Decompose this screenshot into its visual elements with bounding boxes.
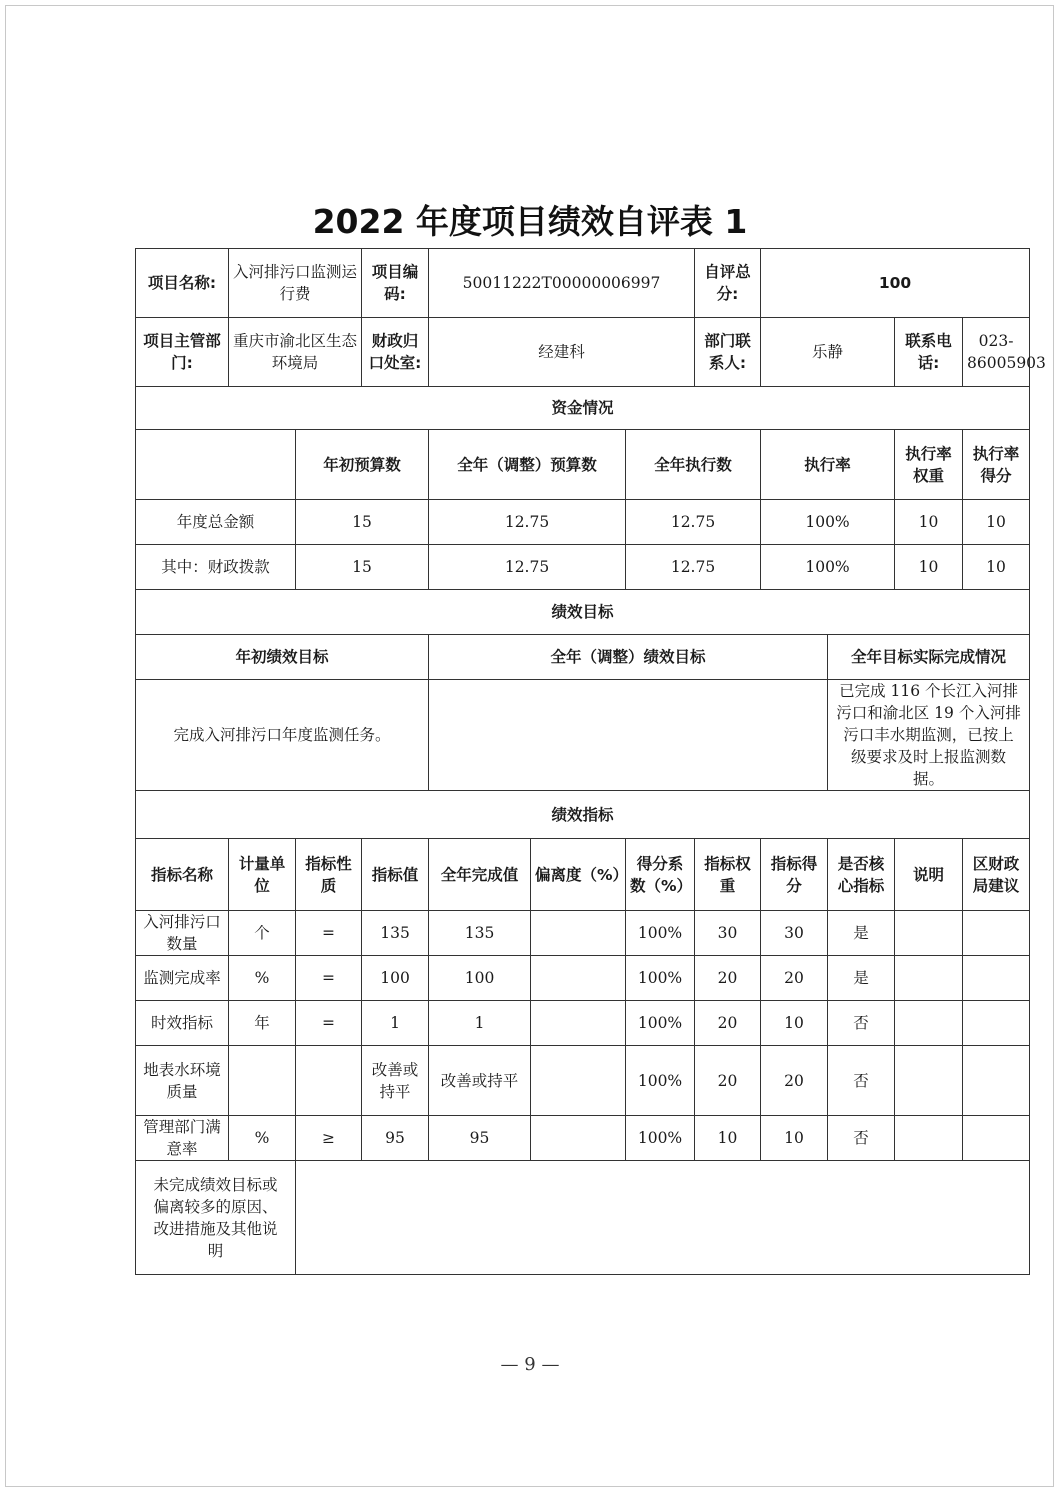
indicator-cell: 20	[695, 1001, 761, 1046]
funds-cell: 100%	[761, 545, 895, 590]
indicator-cell: 管理部门满意率	[136, 1116, 229, 1161]
indicator-header: 指标名称	[136, 839, 229, 911]
indicator-header: 指标性质	[296, 839, 362, 911]
funds-cell: 12.75	[429, 500, 626, 545]
page-number: — 9 —	[500, 1354, 560, 1375]
table-row	[136, 545, 1030, 590]
indicator-header: 全年完成值	[429, 839, 531, 911]
indicator-cell: 10	[695, 1116, 761, 1161]
indicator-header: 偏离度（%）	[531, 839, 626, 911]
indicator-cell: 10	[761, 1001, 828, 1046]
indicator-cell: 20	[695, 1046, 761, 1116]
project-name: 入河排污口监测运行费	[229, 249, 362, 318]
funds-header: 执行率	[761, 430, 895, 500]
indicator-cell: 10	[761, 1116, 828, 1161]
indicator-cell: 改善或持平	[429, 1046, 531, 1116]
funds-section-heading: 资金情况	[136, 387, 1030, 430]
indicator-cell: 监测完成率	[136, 956, 229, 1001]
funds-cell: 10	[963, 500, 1030, 545]
indicator-cell	[296, 1046, 362, 1116]
notes-value	[296, 1161, 1030, 1275]
indicator-cell: 否	[828, 1116, 895, 1161]
indicator-cell: 20	[695, 956, 761, 1001]
table-row	[136, 911, 1030, 956]
funds-cell: 15	[296, 545, 429, 590]
indicator-cell: 100%	[626, 1001, 695, 1046]
indicator-cell: 个	[229, 911, 296, 956]
indicator-cell: 入河排污口数量	[136, 911, 229, 956]
indicator-cell	[531, 956, 626, 1001]
funds-cell: 12.75	[626, 500, 761, 545]
indicator-cell	[895, 1001, 963, 1046]
indicator-cell: %	[229, 1116, 296, 1161]
goals-section-heading: 绩效目标	[136, 590, 1030, 635]
indicator-cell: 20	[761, 956, 828, 1001]
funds-cell: 12.75	[626, 545, 761, 590]
indicator-cell: 100%	[626, 956, 695, 1001]
indicator-cell: 135	[362, 911, 429, 956]
indicator-header: 区财政局建议	[963, 839, 1030, 911]
indicator-cell	[229, 1046, 296, 1116]
indicator-cell	[963, 911, 1030, 956]
indicator-cell: =	[296, 911, 362, 956]
evaluation-table	[135, 248, 1046, 1275]
indicator-cell	[895, 956, 963, 1001]
indicator-cell	[895, 911, 963, 956]
table-row	[136, 1001, 1030, 1046]
indicator-cell: 95	[429, 1116, 531, 1161]
project-code: 50011222T00000006997	[429, 249, 695, 318]
indicator-header: 指标得分	[761, 839, 828, 911]
indicator-cell: 135	[429, 911, 531, 956]
indicator-cell: 100	[362, 956, 429, 1001]
funds-row-label: 其中：财政拨款	[136, 545, 296, 590]
funds-cell: 15	[296, 500, 429, 545]
indicator-cell	[963, 956, 1030, 1001]
table-row	[136, 1046, 1030, 1116]
funds-row-label: 年度总金额	[136, 500, 296, 545]
indicator-cell	[531, 1116, 626, 1161]
dept-label: 项目主管部门:	[136, 318, 229, 387]
contact-value: 乐静	[761, 318, 895, 387]
indicator-cell: 100%	[626, 911, 695, 956]
indicator-cell: 30	[695, 911, 761, 956]
indicator-cell	[963, 1001, 1030, 1046]
indicator-cell: %	[229, 956, 296, 1001]
indicator-cell: 是	[828, 956, 895, 1001]
funds-header-blank	[136, 430, 296, 500]
table-row	[136, 500, 1030, 545]
indicator-cell	[895, 1046, 963, 1116]
indicator-header: 指标权重	[695, 839, 761, 911]
indicator-cell	[531, 911, 626, 956]
actual-completion: 已完成 116 个长江入河排污口和渝北区 19 个入河排污口丰水期监测，已按上级要求及时上报监测数据。	[828, 680, 1030, 791]
indicator-header: 是否核心指标	[828, 839, 895, 911]
funds-cell: 10	[895, 545, 963, 590]
funds-header: 全年执行数	[626, 430, 761, 500]
indicator-cell: 100%	[626, 1116, 695, 1161]
indicator-cell: 改善或持平	[362, 1046, 429, 1116]
indicator-cell	[895, 1116, 963, 1161]
funds-cell: 10	[963, 545, 1030, 590]
indicator-cell: ≥	[296, 1116, 362, 1161]
indicator-header: 计量单位	[229, 839, 296, 911]
goals-header: 全年目标实际完成情况	[828, 635, 1030, 680]
indicator-cell: 是	[828, 911, 895, 956]
finance-office-label: 财政归口处室:	[362, 318, 429, 387]
indicator-cell	[531, 1046, 626, 1116]
indicator-cell	[963, 1046, 1030, 1116]
notes-label: 未完成绩效目标或偏离较多的原因、改进措施及其他说明	[136, 1161, 296, 1275]
phone-label: 联系电话:	[895, 318, 963, 387]
indicator-cell	[531, 1001, 626, 1046]
dept-value: 重庆市渝北区生态环境局	[229, 318, 362, 387]
indicator-cell: 否	[828, 1046, 895, 1116]
contact-label: 部门联系人:	[695, 318, 761, 387]
indicator-cell: 年	[229, 1001, 296, 1046]
initial-goal: 完成入河排污口年度监测任务。	[136, 680, 429, 791]
page-title: 2022 年度项目绩效自评表 1	[312, 202, 748, 241]
phone-value: 023-86005903	[963, 318, 1030, 387]
indicator-cell: 100%	[626, 1046, 695, 1116]
indicator-cell: =	[296, 1001, 362, 1046]
score-label: 自评总分:	[695, 249, 761, 318]
indicator-header: 指标值	[362, 839, 429, 911]
finance-office-value: 经建科	[429, 318, 695, 387]
project-code-label: 项目编码:	[362, 249, 429, 318]
indicator-header: 得分系数（%）	[626, 839, 695, 911]
table-row	[136, 956, 1030, 1001]
indicator-cell: 地表水环境质量	[136, 1046, 229, 1116]
goals-header: 年初绩效目标	[136, 635, 429, 680]
funds-header: 全年（调整）预算数	[429, 430, 626, 500]
funds-header: 执行率得分	[963, 430, 1030, 500]
indicator-cell: 30	[761, 911, 828, 956]
indicator-cell: 95	[362, 1116, 429, 1161]
funds-cell: 10	[895, 500, 963, 545]
funds-header: 执行率权重	[895, 430, 963, 500]
indicator-cell	[963, 1116, 1030, 1161]
indicator-cell: =	[296, 956, 362, 1001]
indicator-cell: 1	[362, 1001, 429, 1046]
score-value: 100	[761, 249, 1030, 318]
indicator-cell: 20	[761, 1046, 828, 1116]
goals-header: 全年（调整）绩效目标	[429, 635, 828, 680]
funds-cell: 100%	[761, 500, 895, 545]
funds-cell: 12.75	[429, 545, 626, 590]
table-row	[136, 1116, 1030, 1161]
funds-header: 年初预算数	[296, 430, 429, 500]
indicator-cell: 时效指标	[136, 1001, 229, 1046]
indicator-cell: 否	[828, 1001, 895, 1046]
adjusted-goal	[429, 680, 828, 791]
project-name-label: 项目名称:	[136, 249, 229, 318]
indicators-section-heading: 绩效指标	[136, 791, 1030, 839]
indicator-cell: 1	[429, 1001, 531, 1046]
indicator-cell: 100	[429, 956, 531, 1001]
indicator-header: 说明	[895, 839, 963, 911]
